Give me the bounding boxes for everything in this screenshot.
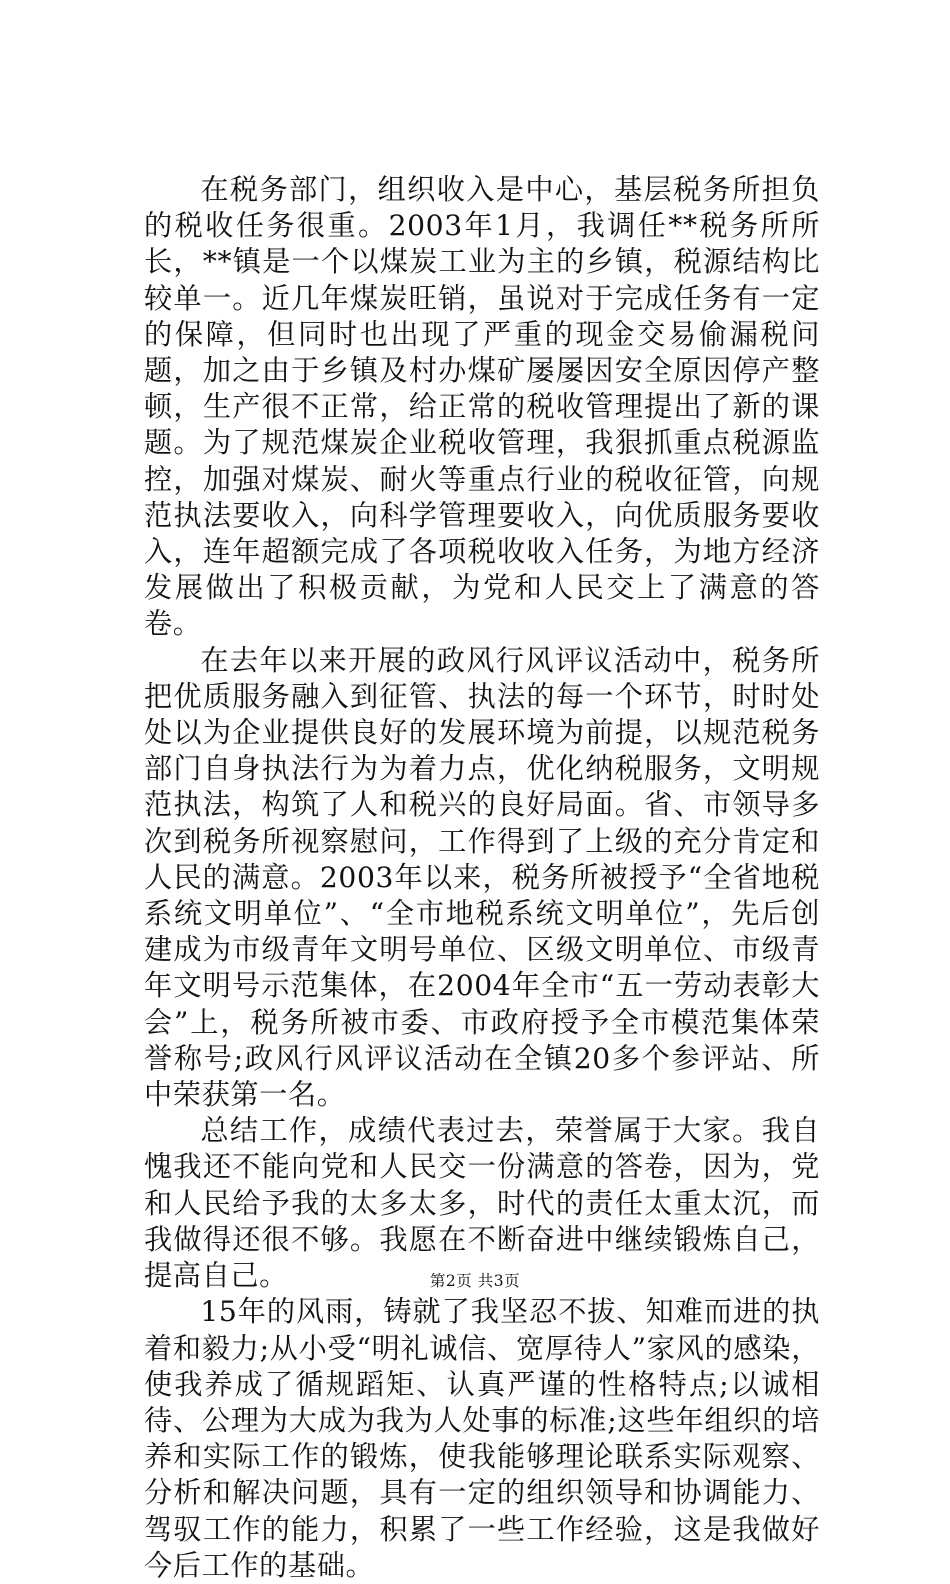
- document-body: [144, 172, 820, 1584]
- paragraph-evaluation-activity: 在去年以来开展的政风行风评议活动中，税务所把优质服务融入到征管、执法的每一个环节，时时处处以为企业提供良好的发展环境为前提，以规范税务部门自身执法行为为着力点，优化纳税服务，文明规范执法，构筑了人和税兴的良好局面。省、市领导多次到税务所视察慰问，工作得到了上级的充分肯定和人民的满意。2003年以来，税务所被授予“全省地税系统文明单位”、“全市地税系统文明单位”，先后创建成为市级青年文明号单位、区级文明单位、市级青年文明号示范集体，在2004年全市“五一劳动表彰大会”上，税务所被市委、市政府授予全市模范集体荣誉称号;政风行风评议活动在全镇20多个参评站、所中荣获第一名。: [144, 643, 820, 1112]
- paragraph-summary: 总结工作，成绩代表过去，荣誉属于大家。我自愧我还不能向党和人民交一份满意的答卷，因为，党和人民给予我的太多太多，时代的责任太重太沉，而我做得还很不够。我愿在不断奋进中继续锻炼自己，提高自己。: [144, 1114, 820, 1293]
- page-number-footer: 第2页 共3页: [429, 1272, 521, 1290]
- paragraph-experience: 15年的风雨，铸就了我坚忍不拔、知难而进的执着和毅力;从小受“明礼诚信、宽厚待人”家风的感染，使我养成了循规蹈矩、认真严谨的性格特点;以诚相待、公理为大成为我为人处事的标准;这些年组织的培养和实际工作的锻炼，使我能够理论联系实际观察、分析和解决问题，具有一定的组织领导和协调能力、驾驭工作的能力，积累了一些工作经验，这是我做好今后工作的基础。: [144, 1295, 820, 1582]
- paragraph-tax-collection: 在税务部门，组织收入是中心，基层税务所担负的税收任务很重。2003年1月，我调任**税务所所长，**镇是一个以煤炭工业为主的乡镇，税源结构比较单一。近几年煤炭旺销，虽说对于完成任务有一定的保障，但同时也出现了严重的现金交易偷漏税问题，加之由于乡镇及村办煤矿屡屡因安全原因停产整顿，生产很不正常，给正常的税收管理提出了新的课题。为了规范煤炭企业税收管理，我狠抓重点税源监控，加强对煤炭、耐火等重点行业的税收征管，向规范执法要收入，向科学管理要收入，向优质服务要收入，连年超额完成了各项税收收入任务，为地方经济发展做出了积极贡献，为党和人民交上了满意的答卷。: [144, 173, 820, 641]
